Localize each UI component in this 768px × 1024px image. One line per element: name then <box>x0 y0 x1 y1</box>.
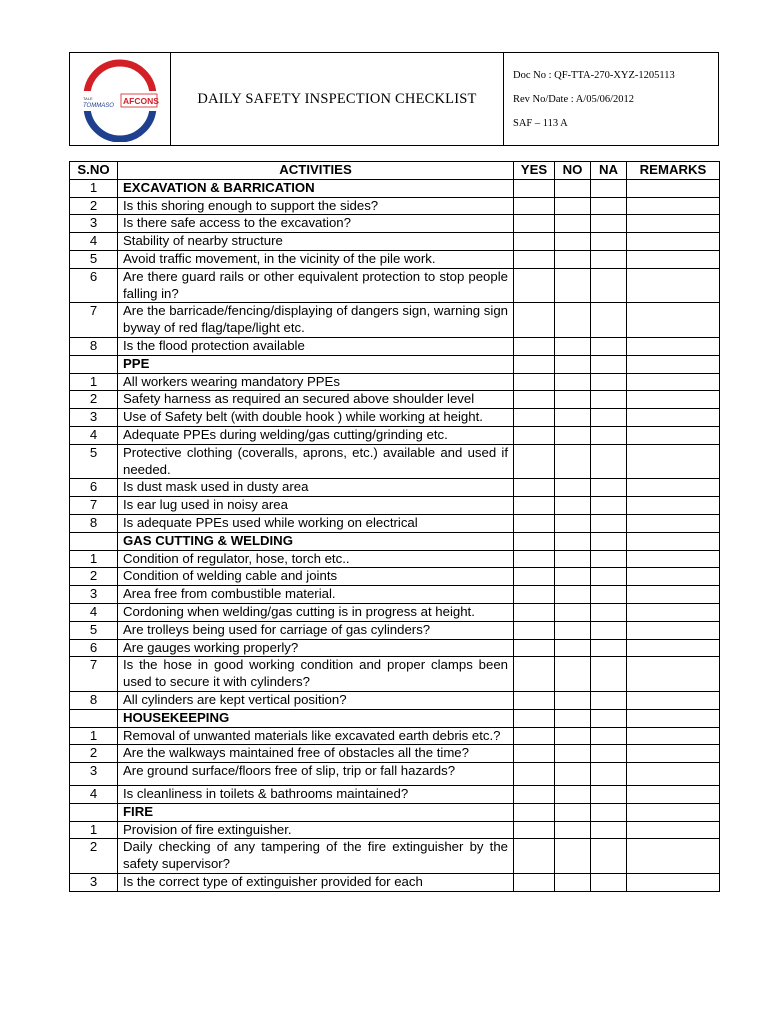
cell-na[interactable] <box>591 250 627 268</box>
activity-text: Is there safe access to the excavation? <box>118 215 514 233</box>
activity-text: Removal of unwanted materials like excavated earth debris etc.? <box>118 727 514 745</box>
row-sno: 7 <box>70 303 118 338</box>
cell-remarks[interactable] <box>627 657 720 692</box>
table-row <box>70 514 720 532</box>
activity-text: Are there guard rails or other equivalent protection to stop people falling in? <box>118 268 514 303</box>
revision-date: Rev No/Date : A/05/06/2012 <box>513 94 635 105</box>
activity-text: Protective clothing (coveralls, aprons, etc.) available and used if needed. <box>118 444 514 479</box>
col-header-no: NO <box>555 162 591 180</box>
row-sno: 1 <box>70 373 118 391</box>
activity-text: Condition of welding cable and joints <box>118 568 514 586</box>
cell-no[interactable] <box>555 514 591 532</box>
cell-no[interactable] <box>555 337 591 355</box>
cell-remarks[interactable] <box>627 786 720 804</box>
cell-remarks[interactable] <box>627 197 720 215</box>
cell-remarks[interactable] <box>627 373 720 391</box>
cell-na[interactable] <box>591 391 627 409</box>
cell-yes[interactable] <box>514 479 555 497</box>
col-header-sno: S.NO <box>70 162 118 180</box>
cell-no[interactable] <box>555 497 591 515</box>
cell-no[interactable] <box>555 803 591 821</box>
activity-text: Are the walkways maintained free of obstacles all the time? <box>118 745 514 763</box>
cell-yes[interactable] <box>514 215 555 233</box>
row-sno: 2 <box>70 568 118 586</box>
activity-text: Condition of regulator, hose, torch etc.. <box>118 550 514 568</box>
table-row <box>70 337 720 355</box>
cell-yes[interactable] <box>514 179 555 197</box>
cell-na[interactable] <box>591 657 627 692</box>
table-row <box>70 657 720 692</box>
cell-na[interactable] <box>591 215 627 233</box>
cell-remarks[interactable] <box>627 639 720 657</box>
activity-text: Is the flood protection available <box>118 337 514 355</box>
section-row <box>70 179 720 197</box>
cell-na[interactable] <box>591 303 627 338</box>
cell-no[interactable] <box>555 250 591 268</box>
cell-no[interactable] <box>555 233 591 251</box>
cell-na[interactable] <box>591 409 627 427</box>
cell-remarks[interactable] <box>627 337 720 355</box>
row-sno: 1 <box>70 727 118 745</box>
row-sno: 1 <box>70 550 118 568</box>
row-sno: 5 <box>70 444 118 479</box>
activity-text: Is adequate PPEs used while working on electrical <box>118 514 514 532</box>
cell-no[interactable] <box>555 215 591 233</box>
cell-no[interactable] <box>555 568 591 586</box>
row-sno: 8 <box>70 514 118 532</box>
table-row <box>70 268 720 303</box>
cell-na[interactable] <box>591 727 627 745</box>
cell-yes[interactable] <box>514 514 555 532</box>
cell-yes[interactable] <box>514 444 555 479</box>
cell-remarks[interactable] <box>627 821 720 839</box>
cell-na[interactable] <box>591 603 627 621</box>
cell-na[interactable] <box>591 709 627 727</box>
row-sno: 2 <box>70 745 118 763</box>
table-row <box>70 233 720 251</box>
section-row <box>70 532 720 550</box>
table-row <box>70 409 720 427</box>
cell-remarks[interactable] <box>627 215 720 233</box>
activity-text: Are ground surface/floors free of slip, trip or fall hazards? <box>118 763 514 786</box>
cell-yes[interactable] <box>514 373 555 391</box>
row-sno: 8 <box>70 337 118 355</box>
table-row <box>70 786 720 804</box>
cell-yes[interactable] <box>514 268 555 303</box>
table-row <box>70 373 720 391</box>
cell-no[interactable] <box>555 603 591 621</box>
cell-na[interactable] <box>591 550 627 568</box>
cell-yes[interactable] <box>514 786 555 804</box>
cell-na[interactable] <box>591 373 627 391</box>
table-row <box>70 426 720 444</box>
cell-na[interactable] <box>591 639 627 657</box>
activity-text: All cylinders are kept vertical position? <box>118 691 514 709</box>
activity-text: All workers wearing mandatory PPEs <box>118 373 514 391</box>
section-row <box>70 355 720 373</box>
cell-no[interactable] <box>555 874 591 892</box>
cell-na[interactable] <box>591 745 627 763</box>
table-row <box>70 479 720 497</box>
cell-yes[interactable] <box>514 586 555 604</box>
cell-remarks[interactable] <box>627 727 720 745</box>
section-title: PPE <box>118 355 514 373</box>
cell-remarks[interactable] <box>627 497 720 515</box>
table-row <box>70 621 720 639</box>
row-sno: 1 <box>70 821 118 839</box>
cell-remarks[interactable] <box>627 250 720 268</box>
cell-no[interactable] <box>555 839 591 874</box>
cell-remarks[interactable] <box>627 268 720 303</box>
cell-remarks[interactable] <box>627 874 720 892</box>
cell-no[interactable] <box>555 444 591 479</box>
cell-no[interactable] <box>555 786 591 804</box>
cell-remarks[interactable] <box>627 514 720 532</box>
activity-text: Is this shoring enough to support the sides? <box>118 197 514 215</box>
cell-no[interactable] <box>555 621 591 639</box>
cell-remarks[interactable] <box>627 426 720 444</box>
cell-na[interactable] <box>591 426 627 444</box>
cell-no[interactable] <box>555 709 591 727</box>
row-sno: 6 <box>70 639 118 657</box>
table-row <box>70 691 720 709</box>
cell-na[interactable] <box>591 874 627 892</box>
activity-text: Are gauges working properly? <box>118 639 514 657</box>
cell-no[interactable] <box>555 821 591 839</box>
row-sno: 8 <box>70 691 118 709</box>
table-row <box>70 391 720 409</box>
cell-remarks[interactable] <box>627 355 720 373</box>
table-row <box>70 821 720 839</box>
activity-text: Is ear lug used in noisy area <box>118 497 514 515</box>
cell-yes[interactable] <box>514 691 555 709</box>
cell-na[interactable] <box>591 803 627 821</box>
cell-no[interactable] <box>555 268 591 303</box>
col-header-na: NA <box>591 162 627 180</box>
cell-remarks[interactable] <box>627 479 720 497</box>
row-sno: 1 <box>70 179 118 197</box>
cell-na[interactable] <box>591 197 627 215</box>
cell-remarks[interactable] <box>627 839 720 874</box>
cell-na[interactable] <box>591 691 627 709</box>
cell-no[interactable] <box>555 373 591 391</box>
cell-yes[interactable] <box>514 621 555 639</box>
cell-remarks[interactable] <box>627 803 720 821</box>
cell-yes[interactable] <box>514 233 555 251</box>
activity-text: Cordoning when welding/gas cutting is in progress at height. <box>118 603 514 621</box>
cell-yes[interactable] <box>514 532 555 550</box>
cell-no[interactable] <box>555 179 591 197</box>
cell-na[interactable] <box>591 586 627 604</box>
cell-remarks[interactable] <box>627 550 720 568</box>
table-row <box>70 197 720 215</box>
table-header-row <box>70 162 720 180</box>
cell-yes[interactable] <box>514 639 555 657</box>
activity-text: Daily checking of any tampering of the fire extinguisher by the safety supervisor? <box>118 839 514 874</box>
cell-yes[interactable] <box>514 874 555 892</box>
cell-yes[interactable] <box>514 803 555 821</box>
activity-text: Is the correct type of extinguisher provided for each <box>118 874 514 892</box>
row-sno: 2 <box>70 391 118 409</box>
activity-text: Safety harness as required an secured above shoulder level <box>118 391 514 409</box>
row-sno: 4 <box>70 426 118 444</box>
cell-yes[interactable] <box>514 821 555 839</box>
cell-yes[interactable] <box>514 745 555 763</box>
col-header-yes: YES <box>514 162 555 180</box>
row-sno: 6 <box>70 268 118 303</box>
cell-yes[interactable] <box>514 568 555 586</box>
cell-na[interactable] <box>591 444 627 479</box>
cell-na[interactable] <box>591 479 627 497</box>
table-row <box>70 603 720 621</box>
form-code: SAF – 113 A <box>513 118 568 129</box>
company-logo <box>77 56 163 142</box>
cell-remarks[interactable] <box>627 763 720 786</box>
table-row <box>70 497 720 515</box>
section-row <box>70 803 720 821</box>
activity-text: Use of Safety belt (with double hook ) while working at height. <box>118 409 514 427</box>
row-sno: 5 <box>70 621 118 639</box>
cell-yes[interactable] <box>514 550 555 568</box>
cell-na[interactable] <box>591 821 627 839</box>
row-sno: 3 <box>70 409 118 427</box>
col-header-remarks: REMARKS <box>627 162 720 180</box>
cell-remarks[interactable] <box>627 391 720 409</box>
cell-na[interactable] <box>591 355 627 373</box>
section-title: FIRE <box>118 803 514 821</box>
activity-text: Area free from combustible material. <box>118 586 514 604</box>
activity-text: Is the hose in good working condition and proper clamps been used to secure it with cylinders? <box>118 657 514 692</box>
cell-remarks[interactable] <box>627 603 720 621</box>
table-row <box>70 874 720 892</box>
document-header <box>69 52 719 146</box>
cell-no[interactable] <box>555 479 591 497</box>
row-sno: 7 <box>70 497 118 515</box>
row-sno: 3 <box>70 215 118 233</box>
cell-no[interactable] <box>555 197 591 215</box>
cell-na[interactable] <box>591 268 627 303</box>
row-sno: 6 <box>70 479 118 497</box>
table-row <box>70 639 720 657</box>
row-sno <box>70 709 118 727</box>
section-title: GAS CUTTING & WELDING <box>118 532 514 550</box>
cell-no[interactable] <box>555 639 591 657</box>
cell-na[interactable] <box>591 337 627 355</box>
row-sno <box>70 532 118 550</box>
cell-remarks[interactable] <box>627 621 720 639</box>
cell-no[interactable] <box>555 355 591 373</box>
cell-no[interactable] <box>555 303 591 338</box>
cell-na[interactable] <box>591 763 627 786</box>
section-row <box>70 709 720 727</box>
svg-text:TALE: TALE <box>83 96 93 101</box>
cell-yes[interactable] <box>514 426 555 444</box>
section-title: HOUSEKEEPING <box>118 709 514 727</box>
cell-yes[interactable] <box>514 391 555 409</box>
activity-text: Is dust mask used in dusty area <box>118 479 514 497</box>
cell-no[interactable] <box>555 763 591 786</box>
cell-no[interactable] <box>555 426 591 444</box>
row-sno: 3 <box>70 874 118 892</box>
activity-text: Stability of nearby structure <box>118 233 514 251</box>
table-row <box>70 839 720 874</box>
cell-na[interactable] <box>591 532 627 550</box>
table-row <box>70 745 720 763</box>
cell-remarks[interactable] <box>627 568 720 586</box>
cell-yes[interactable] <box>514 603 555 621</box>
cell-na[interactable] <box>591 233 627 251</box>
row-sno: 7 <box>70 657 118 692</box>
cell-yes[interactable] <box>514 337 555 355</box>
cell-no[interactable] <box>555 657 591 692</box>
cell-no[interactable] <box>555 586 591 604</box>
cell-remarks[interactable] <box>627 409 720 427</box>
cell-no[interactable] <box>555 550 591 568</box>
table-row <box>70 586 720 604</box>
cell-na[interactable] <box>591 621 627 639</box>
cell-na[interactable] <box>591 514 627 532</box>
cell-remarks[interactable] <box>627 532 720 550</box>
cell-yes[interactable] <box>514 303 555 338</box>
doc-number: Doc No : QF-TTA-270-XYZ-1205113 <box>513 70 675 81</box>
row-sno: 2 <box>70 197 118 215</box>
cell-remarks[interactable] <box>627 691 720 709</box>
cell-yes[interactable] <box>514 497 555 515</box>
cell-na[interactable] <box>591 786 627 804</box>
row-sno: 3 <box>70 763 118 786</box>
cell-yes[interactable] <box>514 657 555 692</box>
cell-na[interactable] <box>591 839 627 874</box>
checklist-table <box>69 161 720 892</box>
col-header-activities: ACTIVITIES <box>118 162 514 180</box>
table-row <box>70 550 720 568</box>
cell-remarks[interactable] <box>627 586 720 604</box>
table-row <box>70 763 720 786</box>
cell-yes[interactable] <box>514 409 555 427</box>
cell-yes[interactable] <box>514 727 555 745</box>
document-title: DAILY SAFETY INSPECTION CHECKLIST <box>171 53 504 145</box>
activity-text: Are trolleys being used for carriage of gas cylinders? <box>118 621 514 639</box>
section-title: EXCAVATION & BARRICATION <box>118 179 514 197</box>
row-sno <box>70 355 118 373</box>
cell-remarks[interactable] <box>627 179 720 197</box>
cell-remarks[interactable] <box>627 709 720 727</box>
table-row <box>70 250 720 268</box>
table-row <box>70 568 720 586</box>
document-meta <box>504 53 718 145</box>
cell-yes[interactable] <box>514 709 555 727</box>
company-logo-cell <box>70 53 171 145</box>
row-sno: 4 <box>70 786 118 804</box>
cell-yes[interactable] <box>514 763 555 786</box>
row-sno: 4 <box>70 603 118 621</box>
table-row <box>70 215 720 233</box>
cell-no[interactable] <box>555 745 591 763</box>
activity-text: Are the barricade/fencing/displaying of dangers sign, warning sign byway of red flag/tape/light etc. <box>118 303 514 338</box>
cell-na[interactable] <box>591 568 627 586</box>
cell-yes[interactable] <box>514 355 555 373</box>
table-row <box>70 727 720 745</box>
cell-no[interactable] <box>555 391 591 409</box>
cell-no[interactable] <box>555 409 591 427</box>
cell-no[interactable] <box>555 691 591 709</box>
cell-no[interactable] <box>555 727 591 745</box>
row-sno: 2 <box>70 839 118 874</box>
activity-text: Adequate PPEs during welding/gas cutting/grinding etc. <box>118 426 514 444</box>
row-sno: 4 <box>70 233 118 251</box>
cell-yes[interactable] <box>514 250 555 268</box>
table-row <box>70 303 720 338</box>
activity-text: Is cleanliness in toilets & bathrooms maintained? <box>118 786 514 804</box>
cell-remarks[interactable] <box>627 233 720 251</box>
cell-yes[interactable] <box>514 839 555 874</box>
row-sno <box>70 803 118 821</box>
cell-remarks[interactable] <box>627 444 720 479</box>
cell-remarks[interactable] <box>627 745 720 763</box>
svg-text:AFCONS: AFCONS <box>123 96 159 106</box>
cell-na[interactable] <box>591 179 627 197</box>
cell-na[interactable] <box>591 497 627 515</box>
cell-yes[interactable] <box>514 197 555 215</box>
activity-text: Avoid traffic movement, in the vicinity of the pile work. <box>118 250 514 268</box>
svg-text:TOMMASO: TOMMASO <box>83 103 114 109</box>
table-row <box>70 444 720 479</box>
row-sno: 3 <box>70 586 118 604</box>
cell-no[interactable] <box>555 532 591 550</box>
row-sno: 5 <box>70 250 118 268</box>
cell-remarks[interactable] <box>627 303 720 338</box>
activity-text: Provision of fire extinguisher. <box>118 821 514 839</box>
